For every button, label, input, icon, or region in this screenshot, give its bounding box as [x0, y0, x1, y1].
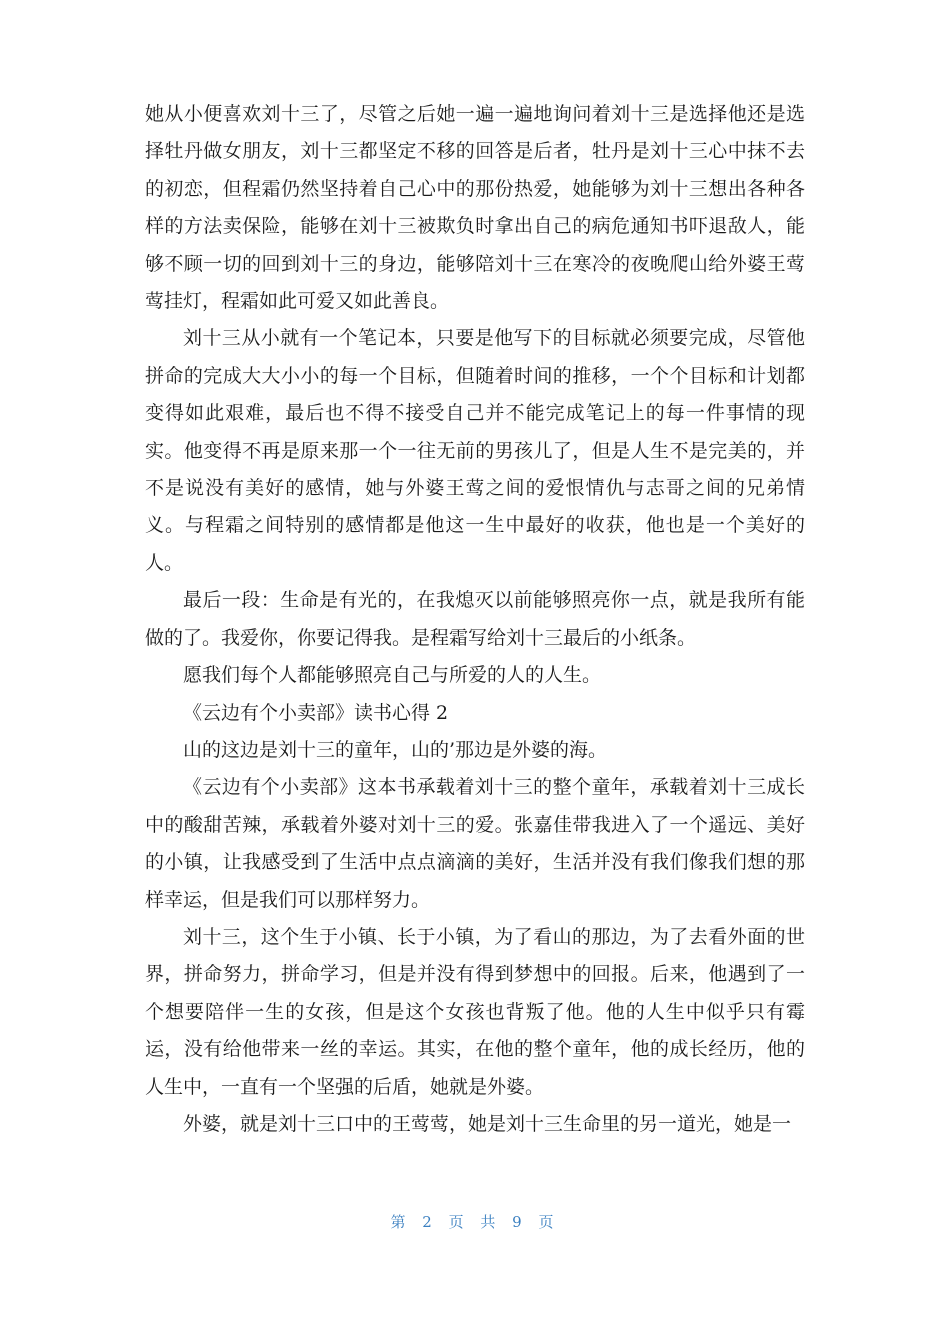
page-number-footer: 第 2 页 共 9 页 [390, 1213, 560, 1231]
paragraph-6: 山的这边是刘十三的童年，山的’那边是外婆的海。 [183, 738, 608, 761]
paragraph-8: 刘十三，这个生于小镇、长于小镇，为了看山的那边，为了去看外面的世界，拼命努力，拼命学习，但是并没有得到梦想中的回报。后来，他遇到了一个想要陪伴一生的女孩，但是这个女孩也背叛了他。他的人生中似乎只有霉运，没有给他带来一丝的幸运。其实，在他的整个童年，他的成长经历，他的人生中，一直有一个坚强的后盾，她就是外婆。 [145, 925, 805, 1098]
paragraph-9: 外婆，就是刘十三口中的王莺莺，她是刘十三生命里的另一道光，她是一 [183, 1112, 792, 1135]
paragraph-4: 愿我们每个人都能够照亮自己与所爱的人的人生。 [183, 664, 602, 687]
section-heading: 《云边有个小卖部》读书心得 2 [183, 701, 449, 724]
paragraph-1: 她从小便喜欢刘十三了，尽管之后她一遍一遍地询问着刘十三是选择他还是选择牡丹做女朋友，刘十三都坚定不移的回答是后者，牡丹是刘十三心中抹不去的初恋，但程霜仍然坚持着自己心中的那份热爱，她能够为刘十三想出各种各样的方法卖保险，能够在刘十三被欺负时拿出自己的病危通知书吓退敌人，能够不顾一切的回到刘十三的身边，能够陪刘十三在寒冷的夜晚爬山给外婆王莺莺挂灯，程霜如此可爱又如此善良。 [145, 103, 805, 313]
paragraph-3: 最后一段：生命是有光的，在我熄灭以前能够照亮你一点，就是我所有能做的了。我爱你，你要记得我。是程霜写给刘十三最后的小纸条。 [145, 589, 805, 649]
paragraph-2: 刘十三从小就有一个笔记本，只要是他写下的目标就必须要完成，尽管他拼命的完成大大小小的每一个目标，但随着时间的推移，一个个目标和计划都变得如此艰难，最后也不得不接受自己并不能完成笔记上的每一件事情的现实。他变得不再是原来那一个一往无前的男孩儿了，但是人生不是完美的，并不是说没有美好的感情，她与外婆王莺之间的爱恨情仇与志哥之间的兄弟情义。与程霜之间特别的感情都是他这一生中最好的收获，他也是一个美好的人。 [145, 327, 805, 574]
document-body [145, 96, 805, 1143]
paragraph-7: 《云边有个小卖部》这本书承载着刘十三的整个童年，承载着刘十三成长中的酸甜苦辣，承载着外婆对刘十三的爱。张嘉佳带我进入了一个遥远、美好的小镇，让我感受到了生活中点点滴滴的美好，生活并没有我们像我们想的那样幸运，但是我们可以那样努力。 [145, 776, 805, 911]
